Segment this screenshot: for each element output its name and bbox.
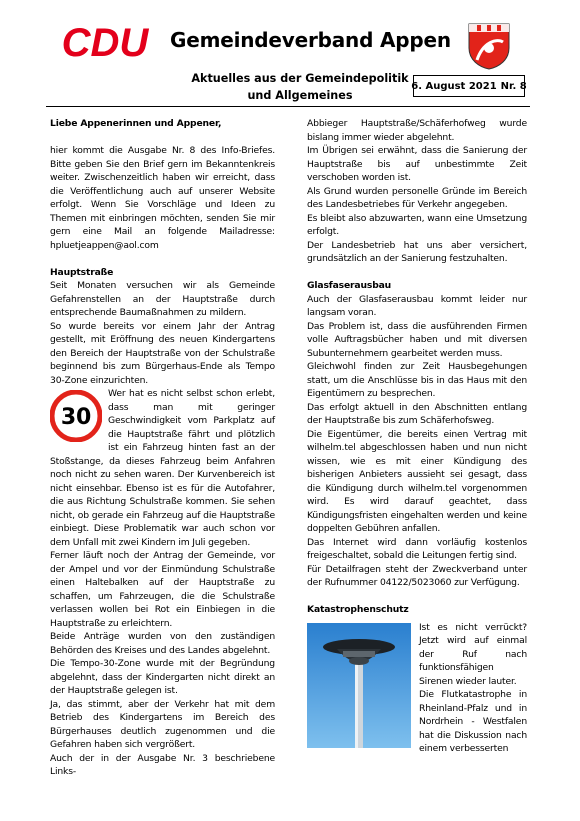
hauptstrasse-paragraph-1: Seit Monaten versuchen wir als Gemeinde Gefahrenstellen an der Hauptstraße durch entsprechende Baumaßnahmen zu mildern.	[50, 280, 275, 318]
header-divider	[46, 106, 530, 107]
section-heading-hauptstrasse: Hauptstraße	[50, 266, 114, 278]
hauptstrasse-paragraph-5: Beide Anträge wurden von den zuständigen Behörden des Kreises und des Landes abgelehnt.	[50, 631, 275, 656]
glasfaser-paragraph-6: Das Internet wird dann vorläufig kostenlos freigeschaltet, sobald die Leitungen fertig sind.	[307, 536, 527, 561]
intro-paragraph: hier kommt die Ausgabe Nr. 8 des Info-Briefes. Bitte geben Sie den Brief gern im Bekanntenkreis weiter. Zwischenzeitlich haben wir erreicht, dass die Veröffentlichung auch auf unserer Website erfolgt. Wenn Sie Vorschläge und Ideen zu Themen mit einbringen möchten, senden Sie mir gern eine Mail an folgende Mailadresse: hpluetjeappen@aol.com	[50, 145, 275, 251]
right-column	[307, 117, 527, 756]
hauptstrasse-paragraph-7: Ja, das stimmt, aber der Verkehr hat mit dem Betrieb des Kindergartens im Bereich des Bürgerhauses deutlich zugenommen und die Gefahren haben sich vergrößert.	[50, 698, 275, 750]
issue-date: 6. August 2021	[411, 80, 497, 92]
glasfaser-paragraph-2: Das Problem ist, dass die ausführenden Firmen volle Auftragsbücher haben und mit diversen Subunternehmern gearbeitet werden muss.	[307, 320, 527, 359]
katastrophenschutz-paragraph-1: Ist es nicht verrückt? Jetzt wird auf einmal der Ruf nach funktionsfähigen Sirenen wieder lauter.	[419, 621, 527, 687]
glasfaser-paragraph-4: Das erfolgt aktuell in den Abschnitten entlang der Hauptstraße bis zum Schäferhofsweg.	[307, 401, 527, 426]
glasfaser-paragraph-5: Die Eigentümer, die bereits einen Vertrag mit wilhelm.tel abgeschlossen haben und nun nicht wissen, wie es mit einer Kündigung des bisherigen Anbieters aussieht sei gesagt, dass die Kündigung durch wilhelm.tel vorgenommen wird. Es wird darauf geachtet, dass Kündigungsfristen eingehalten werden und keine doppelten Gebühren anfallen.	[307, 428, 527, 534]
glasfaser-paragraph-1: Auch der Glasfaserausbau kommt leider nur langsam voran.	[307, 293, 527, 318]
org-title: Gemeindeverband Appen	[170, 28, 451, 52]
katastrophenschutz-paragraph-2: Die Flutkatastrophe in Rheinland-Pfalz und in Nordrhein - Westfalen hat die Diskussion nach einem verbesserten	[419, 689, 527, 754]
glasfaser-paragraph-3: Gleichwohl finden zur Zeit Hausbegehungen statt, um die Anschlüsse bis in das Haus mit den Eigentümern zu besprechen.	[307, 361, 527, 399]
continued-paragraph-1: Abbieger Hauptstraße/Schäferhofweg wurde bislang immer wieder abgelehnt.	[307, 118, 527, 143]
section-heading-katastrophenschutz: Katastrophenschutz	[307, 604, 409, 615]
speed-sign-text: 30	[60, 405, 92, 430]
continued-paragraph-4: Es bleibt also abzuwarten, wann eine Umsetzung erfolgt.	[307, 212, 527, 237]
continued-paragraph-3: Als Grund wurden personelle Gründe im Bereich des Landesbetriebes für Verkehr angegeben.	[307, 185, 527, 210]
continued-paragraph-5: Der Landesbetrieb hat uns aber versichert, grundsätzlich an der Sanierung festzuhalten.	[307, 239, 527, 264]
municipal-crest-icon	[467, 22, 511, 70]
continued-paragraph-2: Im Übrigen sei erwähnt, dass die Sanierung der Hauptstraße bis auf unbestimmte Zeit verschoben worden ist.	[307, 145, 527, 183]
cdu-logo-text: CDU	[61, 22, 149, 62]
speed-limit-30-sign-icon	[50, 390, 102, 442]
issue-info-box	[413, 75, 525, 97]
issue-number: Nr. 8	[500, 80, 527, 92]
hauptstrasse-paragraph-8: Auch der in der Ausgabe Nr. 3 beschriebene Links-	[50, 752, 275, 777]
greeting: Liebe Appenerinnen und Appener,	[50, 118, 222, 129]
left-column	[50, 117, 275, 779]
hauptstrasse-paragraph-2: So wurde bereits vor einem Jahr der Antrag gestellt, mit Eröffnung des neuen Kindergartens den Bereich der Hauptstraße von der Schulstraße beginnend bis zum Bürgerhaus-Ende als Tempo 30-Zone einzurichten.	[50, 320, 275, 386]
glasfaser-paragraph-7: Für Detailfragen steht der Zweckverband unter der Rufnummer 04122/5023060 zur Verfügung.	[307, 563, 527, 588]
siren-photo-icon	[307, 623, 411, 748]
hauptstrasse-paragraph-6: Die Tempo-30-Zone wurde mit der Begründung abgelehnt, dass der Kindergarten nicht direkt an der Hauptstraße gelegen ist.	[50, 658, 275, 696]
hauptstrasse-paragraph-3: Wer hat es nicht selbst schon erlebt, dass man mit geringer Geschwindigkeit vom Parkplatz auf die Hauptstraße fährt und plötzlich ist ein Fahrzeug hinten fast an der Stoßstange, da dieses Fahrzeug beim Anfahren noch nicht zu sehen waren. Der Kurvenbereich ist nicht einsehbar. Ebenso ist es für die Autofahrer, die aus Richtung Schulstraße kommen. Sie sehen nicht, ob gerade ein Fahrzeug auf die Hauptstraße einbiegt. Diese Problematik war auch schon vor dem Unfall mit zwei Kindern im Juli gegeben.	[50, 388, 275, 548]
cdu-logo	[50, 22, 160, 62]
newsletter-subtitle	[185, 70, 415, 104]
hauptstrasse-paragraph-4: Ferner läuft noch der Antrag der Gemeinde, vor der Ampel und vor der Einmündung Schulstraße einen Haltebalken auf der Hauptstraße zu schaffen, um Fahrzeugen, die die Schulstraße verlassen wollen bei Rot ein Einbiegen in die Hauptstraße zu erleichtern.	[50, 550, 275, 629]
subtitle-line-2: und Allgemeines	[247, 89, 353, 102]
section-heading-glasfaserausbau: Glasfaserausbau	[307, 280, 392, 291]
subtitle-line-1: Aktuelles aus der Gemeindepolitik	[191, 72, 409, 85]
